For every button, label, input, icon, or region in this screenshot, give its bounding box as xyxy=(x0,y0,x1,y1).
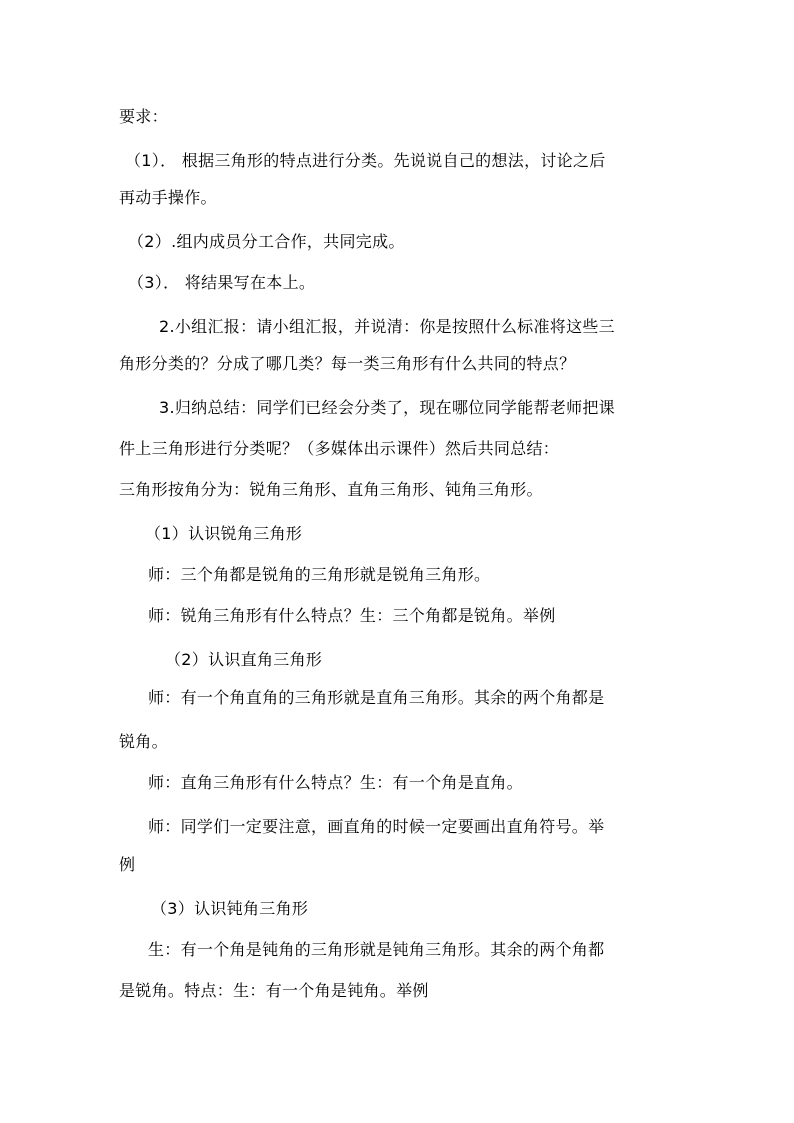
obtuse-definition-line-1: 生：有一个角是钝角的三角形就是钝角三角形。其余的两个角都 xyxy=(148,940,605,959)
right-teacher-definition-line-1: 师：有一个角直角的三角形就是直角三角形。其余的两个角都是 xyxy=(148,688,605,707)
summary-line-1: 3.归纳总结：同学们已经会分类了，现在哪位同学能帮老师把课 xyxy=(159,398,615,417)
requirement-2: （2）.组内成员分工合作，共同完成。 xyxy=(128,232,405,251)
requirements-heading: 要求： xyxy=(119,107,168,126)
acute-feature-example: 师：锐角三角形有什么特点？生：三个角都是锐角。举例 xyxy=(148,606,556,625)
obtuse-triangle-heading: （3）认识钝角三角形 xyxy=(151,899,309,918)
classification-statement: 三角形按角分为：锐角三角形、直角三角形、钝角三角形。 xyxy=(119,480,543,499)
requirement-3: （3）． 将结果写在本上。 xyxy=(128,273,316,292)
requirement-1-line-1: （1）． 根据三角形的特点进行分类。先说说自己的想法，讨论之后 xyxy=(125,151,606,170)
acute-teacher-definition: 师：三个角都是锐角的三角形就是锐角三角形。 xyxy=(148,565,491,584)
summary-line-2: 件上三角形进行分类呢？（多媒体出示课件）然后共同总结： xyxy=(119,439,560,458)
right-triangle-heading: （2）认识直角三角形 xyxy=(165,650,323,669)
group-report-line-1: 2.小组汇报：请小组汇报，并说清：你是按照什么标准将这些三 xyxy=(159,317,615,336)
right-angle-note-line-1: 师：同学们一定要注意，画直角的时候一定要画出直角符号。举 xyxy=(148,817,605,836)
right-teacher-definition-line-2: 锐角。 xyxy=(119,732,168,751)
right-angle-note-line-2: 例 xyxy=(119,855,136,874)
group-report-line-2: 角形分类的？分成了哪几类？每一类三角形有什么共同的特点？ xyxy=(119,354,576,373)
obtuse-definition-line-2: 是锐角。特点：生：有一个角是钝角。举例 xyxy=(119,981,429,1000)
right-feature: 师：直角三角形有什么特点？生：有一个角是直角。 xyxy=(148,773,523,792)
requirement-1-line-2: 再动手操作。 xyxy=(119,188,217,207)
acute-triangle-heading: （1）认识锐角三角形 xyxy=(145,524,303,543)
